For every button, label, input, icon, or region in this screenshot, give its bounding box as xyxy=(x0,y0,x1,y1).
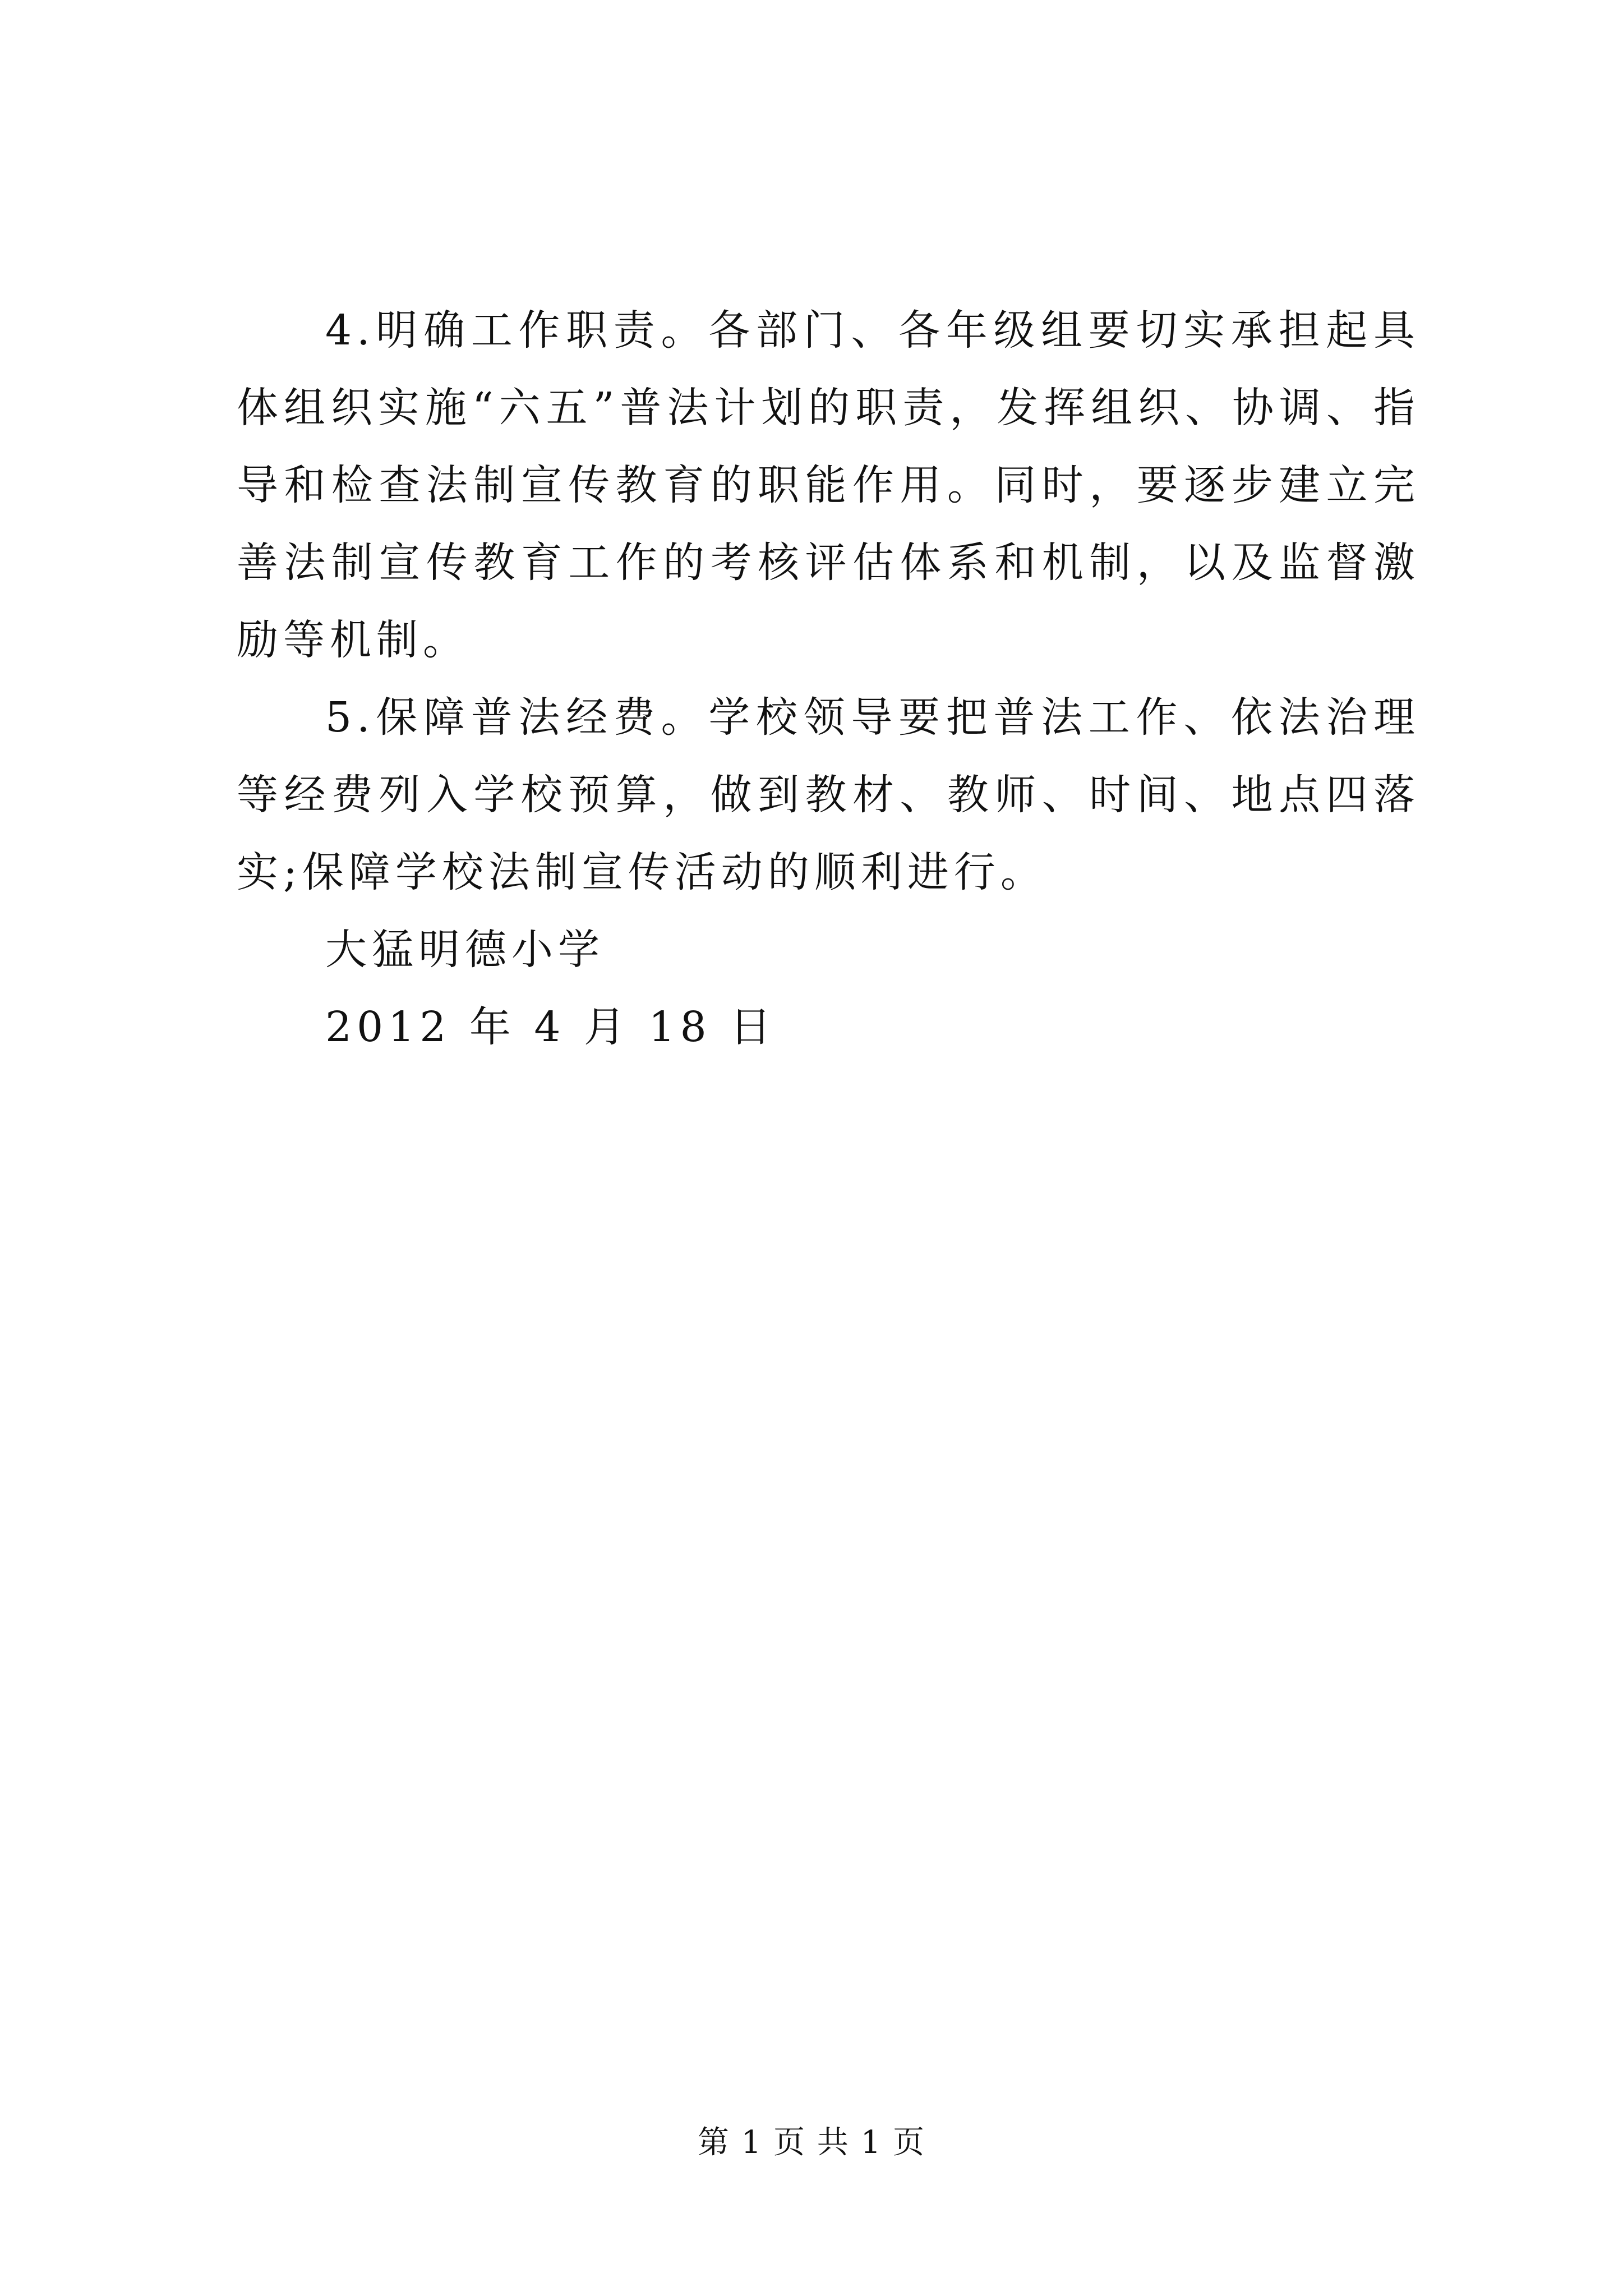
signature-school-name: 大猛明德小学 xyxy=(325,926,605,974)
signature-date: 2012 年 4 月 18 日 xyxy=(325,1003,777,1051)
page-footer: 第 1 页 共 1 页 xyxy=(697,2124,926,2161)
paragraph-funding: 5.保障普法经费。学校领导要把普法工作、依法治理等经费列入学校预算，做到教材、教师、时间、地点四落实;保障学校法制宣传活动的顺利进行。 xyxy=(237,693,1420,896)
document-body xyxy=(237,292,1420,1066)
paragraph-work-duties: 4.明确工作职责。各部门、各年级组要切实承担起具体组织实施“六五”普法计划的职责，发挥组织、协调、指导和检查法制宣传教育的职能作用。同时，要逐步建立完善法制宣传教育工作的考核评估体系和机制，以及监督激励等机制。 xyxy=(237,306,1420,664)
